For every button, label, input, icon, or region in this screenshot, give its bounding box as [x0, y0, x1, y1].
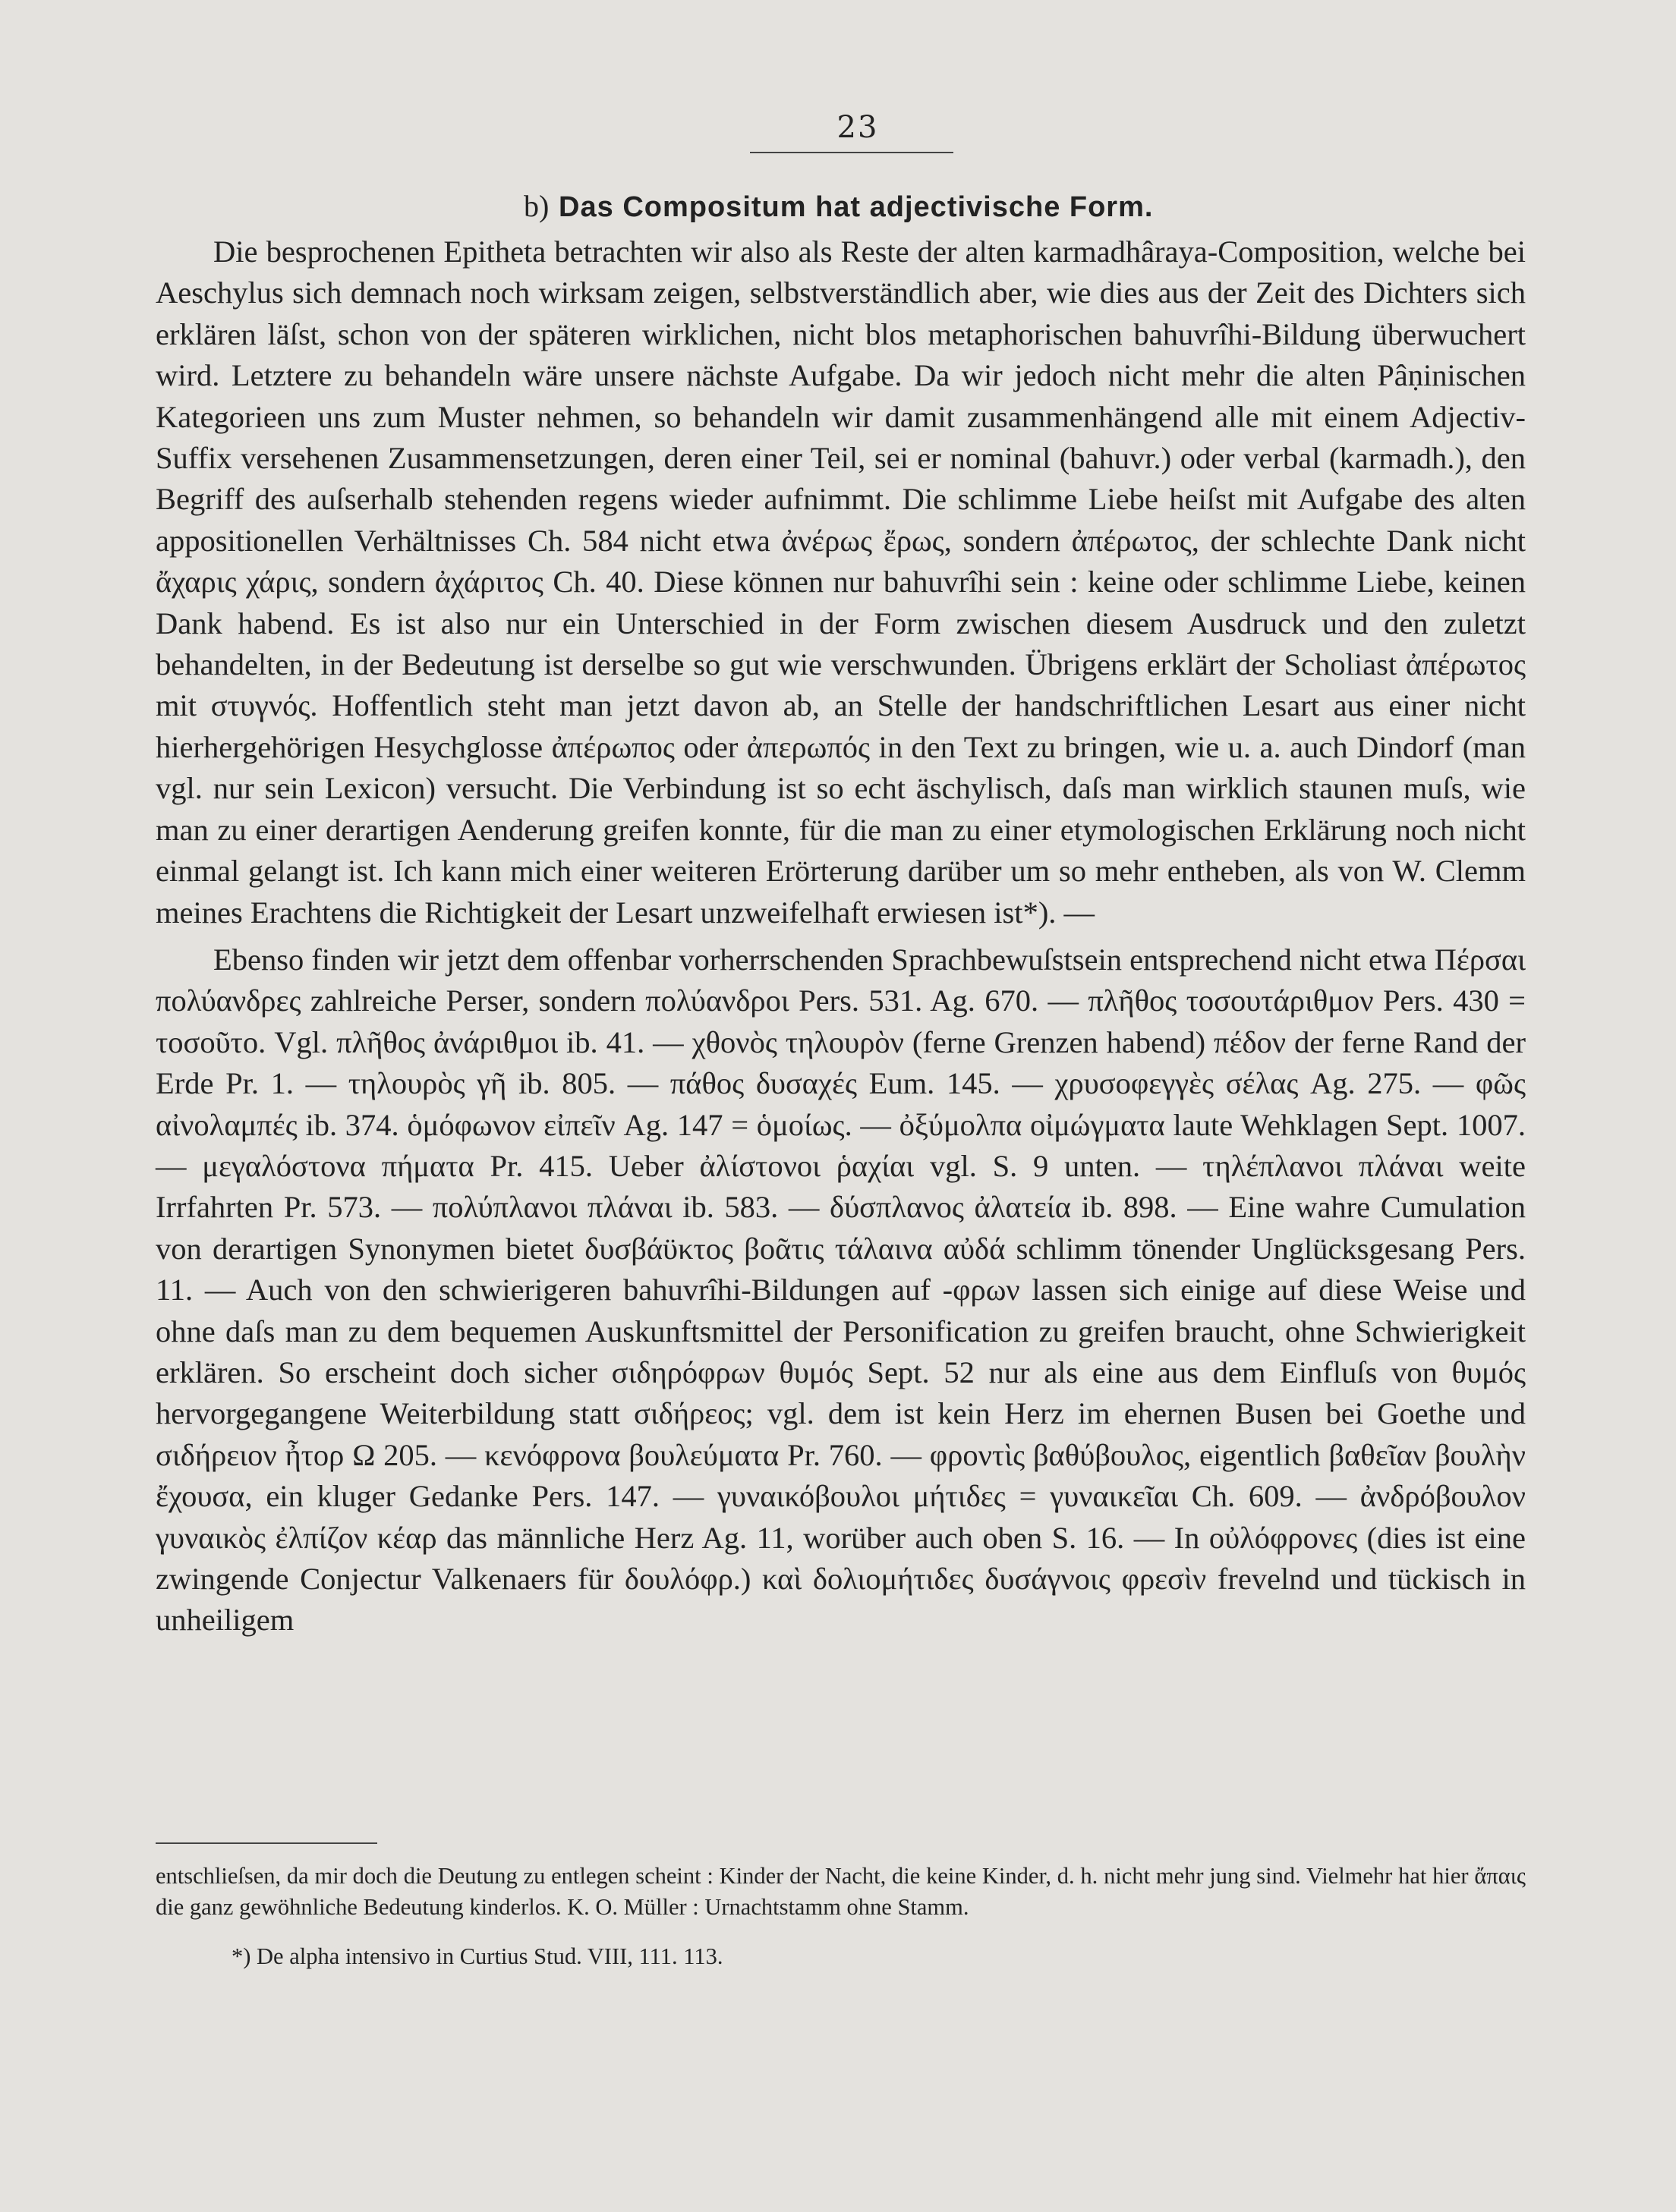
footnote: *) De alpha intensivo in Curtius Stud. VIII, 111. 113.	[232, 1943, 723, 1969]
footnote-continuation: entschlieſsen, da mir doch die Deutung zu entlegen scheint : Kinder der Nacht, die keine Kinder, d. h. nicht mehr jung sind. Vielmehr hat hier ἄπαις die ganz gewöhnliche Bedeutung kinderlos. K. O. Müller : Urnachtstamm ohne Stamm.	[156, 1863, 1526, 1920]
footnotes	[156, 1861, 1526, 1972]
header-rule	[750, 152, 953, 153]
section-label: b)	[524, 189, 550, 223]
footnote-rule	[156, 1842, 377, 1844]
section-heading	[524, 188, 1153, 224]
page-number: 23	[836, 110, 879, 145]
body-text	[156, 231, 1526, 1641]
paragraph: Die besprochenen Epitheta betrachten wir also als Reste der alten karmadhâraya-Composition, welche bei Aeschylus sich demnach noch wirksam zeigen, selbstverständlich aber, wie dies aus der Zeit des Dichters sich erklären läſst, schon von der späteren wirklichen, nicht blos metaphorischen bahuvrîhi-Bildung überwuchert wird. Letztere zu behandeln wäre unsere nächste Aufgabe. Da wir jedoch nicht mehr die alten Pâṇinischen Kategorieen uns zum Muster nehmen, so behandeln wir damit zusammenhängend alle mit einem Adjectiv-Suffix versehenen Zusammensetzungen, deren einer Teil, sei er nominal (bahuvr.) oder verbal (karmadh.), den Begriff des auſserhalb stehenden regens wieder aufnimmt. Die schlimme Liebe heiſst mit Aufgabe des alten appositionellen Verhältnisses Ch. 584 nicht etwa ἀνέρως ἔρως, sondern ἀπέρωτος, der schlechte Dank nicht ἄχαρις χάρις, sondern ἀχάριτος Ch. 40. Diese können nur bahuvrîhi sein : keine oder schlimme Liebe, keinen Dank habend. Es ist also nur ein Unterschied in der Form zwischen diesem Ausdruck und den zuletzt behandelten, in der Bedeutung ist derselbe so gut wie verschwunden. Übrigens erklärt der Scholiast ἀπέρωτος mit στυγνός. Hoffentlich steht man jetzt davon ab, an Stelle der handschriftlichen Lesart aus einer nicht hierhergehörigen Hesychglosse ἀπέρωπος oder ἀπερωπός in den Text zu bringen, wie u. a. auch Dindorf (man vgl. nur sein Lexicon) versucht. Die Verbindung ist so echt äschylisch, daſs man wirklich staunen muſs, wie man zu einer derartigen Aenderung greifen konnte, für die man zu einer etymologischen Erklärung noch nicht einmal gelangt ist. Ich kann mich einer weiteren Erörterung darüber um so mehr entheben, als von W. Clemm meines Erachtens die Richtigkeit der Lesart unzweifelhaft erwiesen ist*). —	[156, 234, 1526, 930]
section-title: Das Compositum hat adjectivische Form.	[559, 191, 1154, 223]
paragraph: Ebenso finden wir jetzt dem offenbar vorherrschenden Sprachbewuſstsein entsprechend nicht etwa Πέρσαι πολύανδρες zahlreiche Perser, sondern πολύανδροι Pers. 531. Ag. 670. — πλῆθος τοσουτάριθμον Pers. 430 = τοσοῦτο. Vgl. πλῆθος ἀνάριθμοι ib. 41. — χθονὸς τηλουρὸν (ferne Grenzen habend) πέδον der ferne Rand der Erde Pr. 1. — τηλουρὸς γῆ ib. 805. — πάθος δυσαχές Eum. 145. — χρυσοφεγγὲς σέλας Ag. 275. — φῶς αἰνολαμπές ib. 374. ὁμόφωνον εἰπεῖν Ag. 147 = ὁμοίως. — ὀξύμολπα οἰμώγματα laute Wehklagen Sept. 1007. — μεγαλόστονα πήματα Pr. 415. Ueber ἀλίστονοι ῥαχίαι vgl. S. 9 unten. — τηλέπλανοι πλάναι weite Irrfahrten Pr. 573. — πολύπλανοι πλάναι ib. 583. — δύσπλανος ἀλατεία ib. 898. — Eine wahre Cumulation von derartigen Synonymen bietet δυσβάϋκτος βοᾶτις τάλαινα αὐδά schlimm tönender Unglücksgesang Pers. 11. — Auch von den schwierigeren bahuvrîhi-Bildungen auf -φρων lassen sich einige auf diese Weise und ohne daſs man zu dem bequemen Auskunftsmittel der Personification zu greifen braucht, ohne Schwierigkeit erklären. So erscheint doch sicher σιδηρόφρων θυμός Sept. 52 nur als eine aus dem Einfluſs von θυμός hervorgegangene Weiterbildung statt σιδήρεος; vgl. dem ist kein Herz im ehernen Busen bei Goethe und σιδήρειον ἦτορ Ω 205. — κενόφρονα βουλεύματα Pr. 760. — φροντὶς βαθύβουλος, eigentlich βαθεῖαν βουλὴν ἔχουσα, ein kluger Gedanke Pers. 147. — γυναικόβουλοι μήτιδες = γυναικεῖαι Ch. 609. — ἀνδρόβουλον γυναικὸς ἐλπίζον κέαρ das männliche Herz Ag. 11, worüber auch oben S. 16. — In οὐλόφρονες (dies ist eine zwingende Conjectur Valkenaers für δουλόφρ.) καὶ δολιομήτιδες δυσάγνοις φρεσὶν frevelnd und tückisch in unheiligem	[156, 942, 1526, 1638]
